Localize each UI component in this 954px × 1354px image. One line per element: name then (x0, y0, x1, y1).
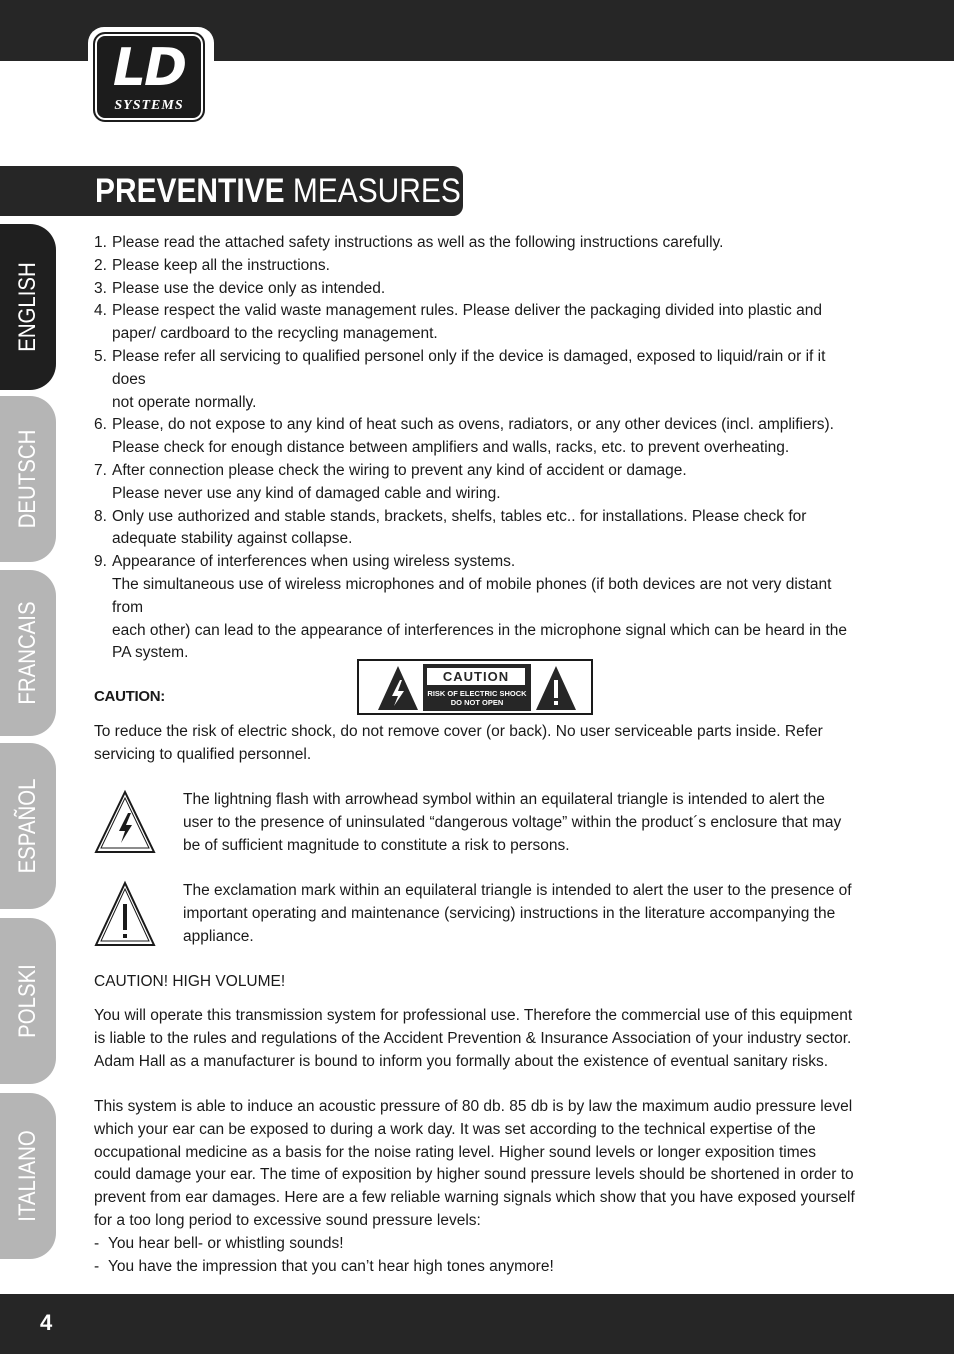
caution-sign (357, 659, 593, 715)
tab-espanol[interactable] (0, 743, 56, 909)
lightning-symbol-text: The lightning flash with arrowhead symbol within an equilateral triangle is intended to alert the user to the presence of uninsulated “dangerous voltage” within the product´s enclosure that may be of sufficient magnitude to constitute a risk to persons. (183, 791, 842, 854)
tab-polski[interactable] (0, 918, 56, 1084)
tab-label: FRANCAIS (14, 601, 41, 705)
logo-sub-text: SYSTEMS (114, 98, 184, 113)
bullet-text: You have the impression that you can’t hear high tones anymore! (108, 1257, 554, 1275)
list-text: PA system. (112, 644, 189, 662)
list-text: Please check for enough distance between amplifiers and walls, racks, etc. to prevent overheating. (112, 439, 790, 457)
list-text: not operate normally. (112, 393, 257, 411)
tab-francais[interactable] (0, 570, 56, 736)
exclamation-triangle-icon (535, 664, 577, 712)
exclamation-warning-icon (94, 880, 156, 948)
list-number: 6. (94, 416, 107, 434)
caution-text: To reduce the risk of electric shock, do not remove cover (or back). No user serviceable parts inside. Refer servicing to qualified personnel. (94, 723, 823, 763)
page-title-bold: PREVENTIVE (95, 172, 285, 210)
caution-row (94, 658, 856, 718)
list-text: each other) can lead to the appearance of interferences in the microphone signal which can be heard in the (112, 621, 848, 639)
list-text: Please keep all the instructions. (112, 256, 330, 274)
bullet-text: You hear bell- or whistling sounds! (108, 1234, 344, 1252)
list-item (94, 300, 856, 346)
sign-risk-line: DO NOT OPEN (450, 698, 504, 707)
list-number: 3. (94, 279, 107, 297)
list-number: 7. (94, 461, 107, 479)
ld-systems-logo (88, 27, 214, 127)
high-volume-heading: CAUTION! HIGH VOLUME! (94, 973, 286, 990)
instructions-list (94, 232, 856, 665)
list-item (94, 232, 856, 255)
dash-marker: - (94, 1234, 100, 1252)
list-text: paper/ cardboard to the recycling management. (112, 325, 438, 343)
list-number: 2. (94, 256, 107, 274)
list-text: Please respect the valid waste management rules. Please deliver the packaging divided into plastic and (112, 302, 822, 320)
sign-risk-text (423, 689, 531, 707)
high-volume-paragraph-2-text: This system is able to induce an acoustic pressure of 80 db. 85 db is by law the maximum audio pressure level which your ear can be exposed to during a work day. It was set according to the technical expertise of the occupational medicine as a basis for the noise rating level. Higher sound levels or longer exposition times could damage your ear. The time of exposition by higher sound pressure levels should be shortened in order to prevent from ear damages. Here are a few reliable warning signals which show that you have exposed yourself for a too long period to excessive sound pressure levels: (94, 1098, 855, 1229)
list-text: After connection please check the wiring to prevent any kind of accident or damage. (112, 461, 687, 479)
list-item (94, 414, 856, 460)
tab-deutsch[interactable] (0, 396, 56, 562)
list-text: Please never use any kind of damaged cable and wiring. (112, 484, 501, 502)
tab-label: POLSKI (14, 964, 41, 1038)
list-number: 8. (94, 507, 107, 525)
list-item (94, 551, 856, 665)
lightning-triangle-icon (377, 664, 419, 712)
high-volume-paragraph-2 (94, 1096, 856, 1278)
list-text: Please use the device only as intended. (112, 279, 386, 297)
list-text: Only use authorized and stable stands, brackets, shelfs, tables etc.. for installations. Please check for (112, 507, 807, 525)
tab-italiano[interactable] (0, 1093, 56, 1259)
list-number: 5. (94, 347, 107, 365)
list-text: adequate stability against collapse. (112, 530, 353, 548)
high-volume-paragraph-1: You will operate this transmission system for professional use. Therefore the commercial use of this equipment is liable to the rules and regulations of the Accident Prevention & Insurance Association of your industry sector. Adam Hall as a manufacturer is bound to inform you formally about the existence of eventual sanitary risks. (94, 1007, 853, 1070)
list-number: 1. (94, 234, 107, 251)
tab-label: ESPAÑOL (14, 778, 41, 874)
list-text: The simultaneous use of wireless microphones and of mobile phones (if both devices are not very distant from (112, 575, 832, 616)
tab-label: ENGLISH (14, 262, 41, 352)
page-title (95, 170, 469, 212)
lightning-symbol-block (94, 789, 856, 859)
tab-english[interactable] (0, 224, 56, 390)
list-item (94, 346, 856, 414)
list-item (94, 255, 856, 278)
list-item (94, 1256, 856, 1279)
logo-badge (93, 32, 205, 122)
tab-label: ITALIANO (14, 1130, 41, 1222)
list-text: Please refer all servicing to qualified personel only if the device is damaged, exposed to liquid/rain or if it does (112, 347, 826, 388)
bottom-bar (0, 1294, 954, 1354)
title-bar (0, 166, 470, 216)
list-item (94, 506, 856, 552)
list-number: 4. (94, 302, 107, 320)
list-text: Please, do not expose to any kind of heat such as ovens, radiators, or any other devices (incl. amplifiers). (112, 416, 834, 434)
exclamation-symbol-block (94, 880, 856, 950)
instructions-section (94, 232, 856, 665)
list-item (94, 1233, 856, 1256)
list-number: 9. (94, 553, 107, 571)
page-title-regular: MEASURES: (292, 172, 470, 210)
list-text: Appearance of interferences when using wireless systems. (112, 553, 516, 571)
list-item (94, 460, 856, 506)
page-number: 4 (40, 1310, 53, 1335)
list-text: Please read the attached safety instructions as well as the following instructions carefully. (112, 234, 724, 251)
exclamation-symbol-text: The exclamation mark within an equilateral triangle is intended to alert the user to the presence of important operating and maintenance (servicing) instructions in the literature accompanying the appliance. (183, 882, 852, 945)
sign-risk-line: RISK OF ELECTRIC SHOCK (427, 689, 527, 698)
dash-marker: - (94, 1257, 100, 1275)
tab-label: DEUTSCH (14, 429, 41, 529)
sign-caution-text: CAUTION (426, 667, 526, 686)
logo-main-text: LD (112, 38, 186, 98)
caution-sign-center (423, 664, 531, 711)
list-item (94, 278, 856, 301)
lightning-warning-icon (94, 789, 156, 855)
caution-label: CAUTION: (94, 688, 165, 705)
